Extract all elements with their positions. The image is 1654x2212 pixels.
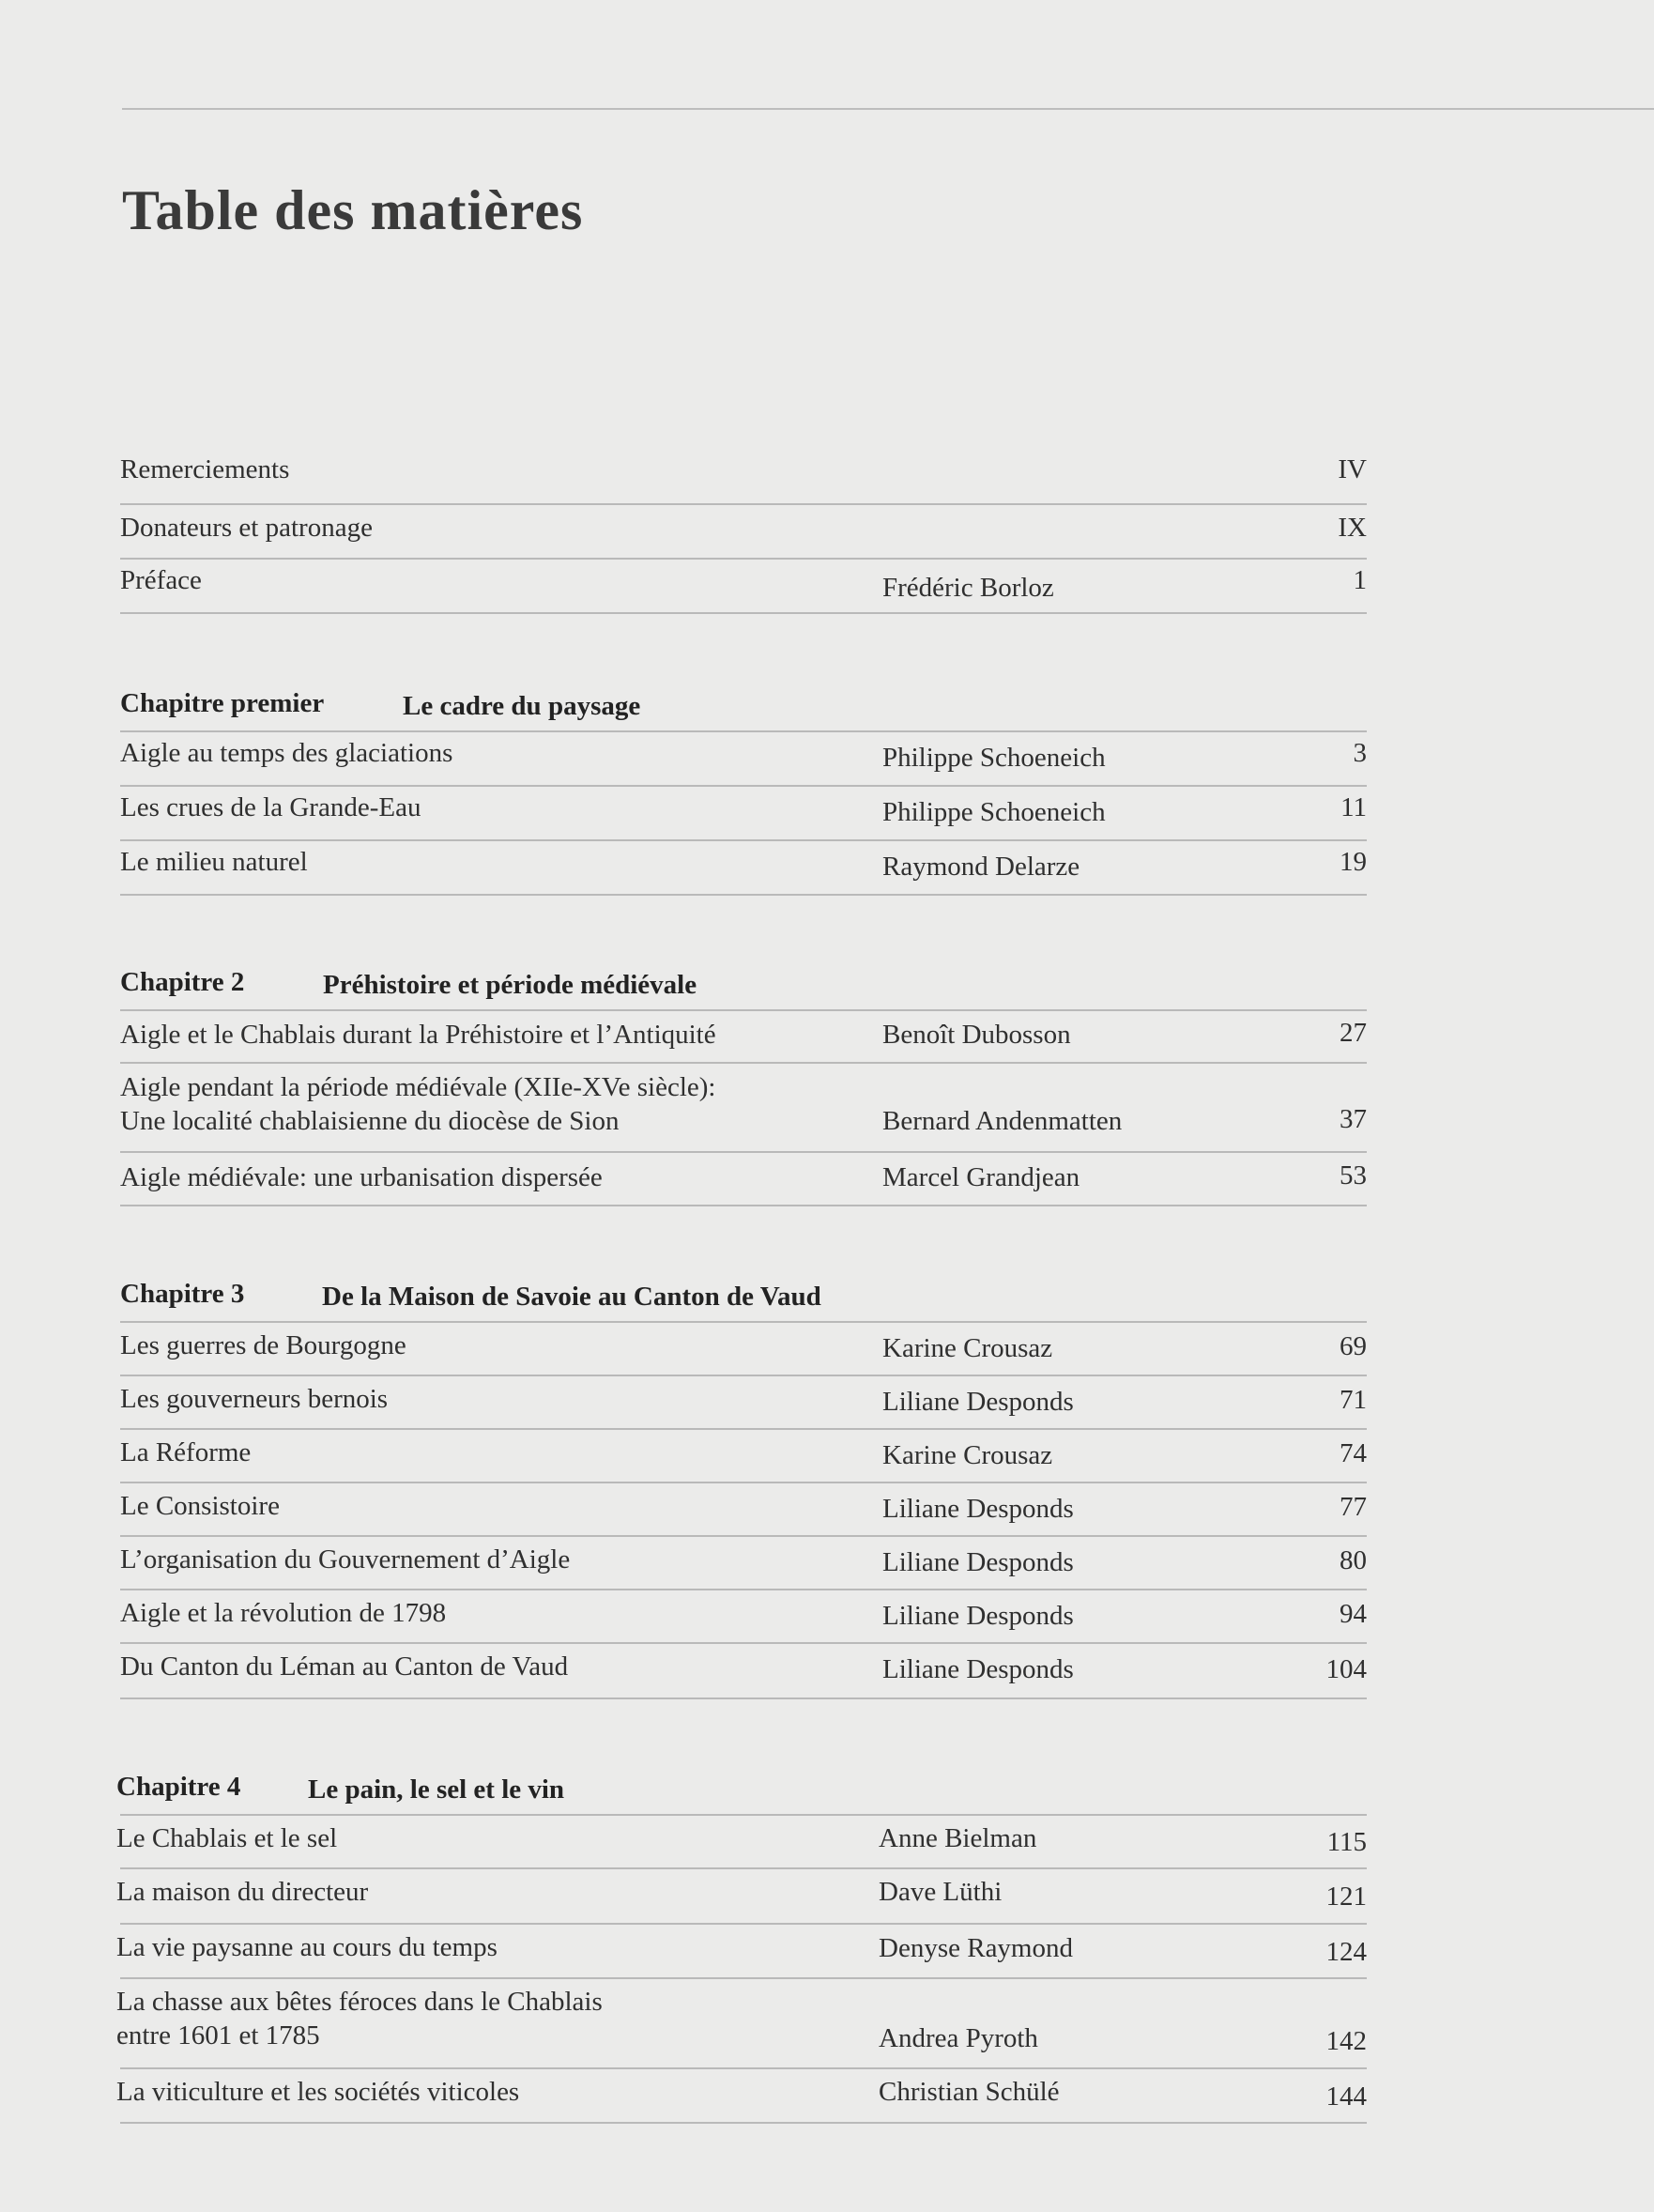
toc-author: Karine Crousaz (882, 1333, 1053, 1363)
toc-page-number: 19 (1340, 847, 1367, 877)
toc-entry-title: Aigle pendant la période médiévale (XIIe-XVe siècle): (120, 1072, 716, 1102)
toc-row (120, 560, 1367, 614)
toc-row (120, 1644, 1367, 1699)
toc-page-number: 74 (1340, 1438, 1367, 1468)
toc-row (120, 1483, 1367, 1537)
toc-page-number: 71 (1340, 1385, 1367, 1415)
toc-page-number: 80 (1340, 1545, 1367, 1575)
toc-page-number: 11 (1340, 792, 1367, 822)
toc-entry-title: Les gouverneurs bernois (120, 1384, 389, 1414)
toc-entry-title: Aigle et le Chablais durant la Préhistoire et l’Antiquité (120, 1020, 716, 1050)
top-rule (122, 108, 1654, 110)
toc-entry-title: Aigle médiévale: une urbanisation dispersée (120, 1162, 603, 1192)
chapter-number: Chapitre premier (120, 688, 325, 718)
toc-entry-title: Donateurs et patronage (120, 513, 373, 543)
toc-entry-title: Le Consistoire (120, 1491, 280, 1521)
toc-entry-title: Les guerres de Bourgogne (120, 1330, 406, 1360)
toc-author: Christian Schülé (879, 2077, 1060, 2107)
toc-page-number: 1 (1353, 565, 1367, 595)
toc-author: Frédéric Borloz (882, 573, 1054, 603)
toc-row (120, 732, 1367, 787)
toc-author: Raymond Delarze (882, 852, 1080, 882)
toc-entry-title: L’organisation du Gouvernement d’Aigle (120, 1544, 571, 1575)
toc-entry-title: Remerciements (120, 454, 290, 484)
toc-page-number: 3 (1353, 738, 1367, 768)
toc-row (120, 451, 1367, 505)
toc-entry-title: La Réforme (120, 1437, 252, 1467)
toc-entry-title-line2: entre 1601 et 1785 (116, 2020, 320, 2051)
chapter-title: Le pain, le sel et le vin (308, 1774, 565, 1805)
toc-row (116, 1816, 1367, 1869)
chapter-number: Chapitre 2 (120, 967, 245, 997)
toc-entry-title: La vie paysanne au cours du temps (116, 1932, 498, 1962)
toc-entry-title: La viticulture et les sociétés viticoles (116, 2077, 520, 2107)
toc-entry-title: La maison du directeur (116, 1877, 369, 1907)
toc-entry-title: Le Chablais et le sel (116, 1823, 338, 1853)
chapter-heading (120, 1267, 1367, 1323)
toc-page-number: 115 (1326, 1827, 1367, 1857)
toc-row (120, 505, 1367, 560)
toc-page-number: IX (1338, 513, 1367, 543)
toc-row (120, 1323, 1367, 1376)
toc-entry-title: La chasse aux bêtes féroces dans le Chablais (116, 1987, 603, 2017)
page-title: Table des matières (122, 179, 584, 241)
toc-page-number: 144 (1325, 2081, 1367, 2112)
toc-page-number: 124 (1325, 1937, 1367, 1967)
toc-entry-title-line2: Une localité chablaisienne du diocèse de Sion (120, 1106, 620, 1136)
toc-entry-title: Du Canton du Léman au Canton de Vaud (120, 1651, 569, 1682)
toc-author: Liliane Desponds (882, 1387, 1074, 1417)
toc-row (120, 1537, 1367, 1590)
toc-author: Liliane Desponds (882, 1494, 1074, 1524)
toc-author: Karine Crousaz (882, 1440, 1053, 1470)
toc-author: Marcel Grandjean (882, 1162, 1080, 1192)
toc-row (120, 1430, 1367, 1483)
toc-row (120, 841, 1367, 896)
chapter-title: Préhistoire et période médiévale (323, 970, 697, 1000)
chapter-heading (120, 677, 1367, 732)
toc-author: Anne Bielman (879, 1823, 1037, 1853)
toc-page-number: IV (1338, 454, 1367, 484)
toc-row (120, 787, 1367, 841)
toc-author: Liliane Desponds (882, 1654, 1074, 1684)
toc-author: Denyse Raymond (879, 1933, 1073, 1963)
toc-author: Philippe Schoeneich (882, 743, 1106, 773)
chapter-heading (116, 1760, 1367, 1816)
chapter-1 (120, 677, 1367, 896)
toc-page-number: 94 (1340, 1599, 1367, 1629)
toc-page-number: 104 (1325, 1654, 1367, 1684)
toc-page-number: 121 (1325, 1882, 1367, 1912)
toc-row (116, 2069, 1367, 2124)
toc-page-number: 53 (1340, 1160, 1367, 1190)
toc-entry-title: Aigle au temps des glaciations (120, 738, 453, 768)
toc-row (120, 1590, 1367, 1644)
toc-author: Philippe Schoeneich (882, 797, 1106, 827)
toc-page-number: 142 (1325, 2026, 1367, 2056)
chapter-heading (120, 956, 1367, 1011)
toc-entry-title: Aigle et la révolution de 1798 (120, 1598, 447, 1628)
chapter-number: Chapitre 4 (116, 1772, 241, 1802)
chapter-4 (116, 1760, 1367, 2124)
toc-author: Benoît Dubosson (882, 1020, 1071, 1050)
toc-entry-title: Le milieu naturel (120, 847, 308, 877)
toc-author: Liliane Desponds (882, 1601, 1074, 1631)
chapter-title: Le cadre du paysage (403, 691, 641, 721)
chapter-number: Chapitre 3 (120, 1279, 245, 1309)
front-matter (120, 451, 1367, 614)
toc-entry-title: Les crues de la Grande-Eau (120, 792, 421, 822)
toc-page-number: 69 (1340, 1331, 1367, 1361)
toc-row (120, 1011, 1367, 1064)
toc-row (116, 1979, 1367, 2069)
toc-page-number: 77 (1340, 1492, 1367, 1522)
toc-entry-title: Préface (120, 565, 202, 595)
toc-row (120, 1064, 1367, 1153)
toc-row (120, 1153, 1367, 1206)
chapter-2 (120, 956, 1367, 1206)
toc-page-number: 27 (1340, 1018, 1367, 1048)
toc-author: Bernard Andenmatten (882, 1106, 1123, 1136)
toc-author: Dave Lüthi (879, 1877, 1003, 1907)
toc-page-number: 37 (1340, 1104, 1367, 1134)
chapter-title: De la Maison de Savoie au Canton de Vaud (322, 1282, 821, 1312)
toc-row (116, 1869, 1367, 1925)
toc-author: Liliane Desponds (882, 1547, 1074, 1577)
toc-row (116, 1925, 1367, 1979)
toc-author: Andrea Pyroth (879, 2023, 1038, 2053)
toc-row (120, 1376, 1367, 1430)
chapter-3 (120, 1267, 1367, 1699)
